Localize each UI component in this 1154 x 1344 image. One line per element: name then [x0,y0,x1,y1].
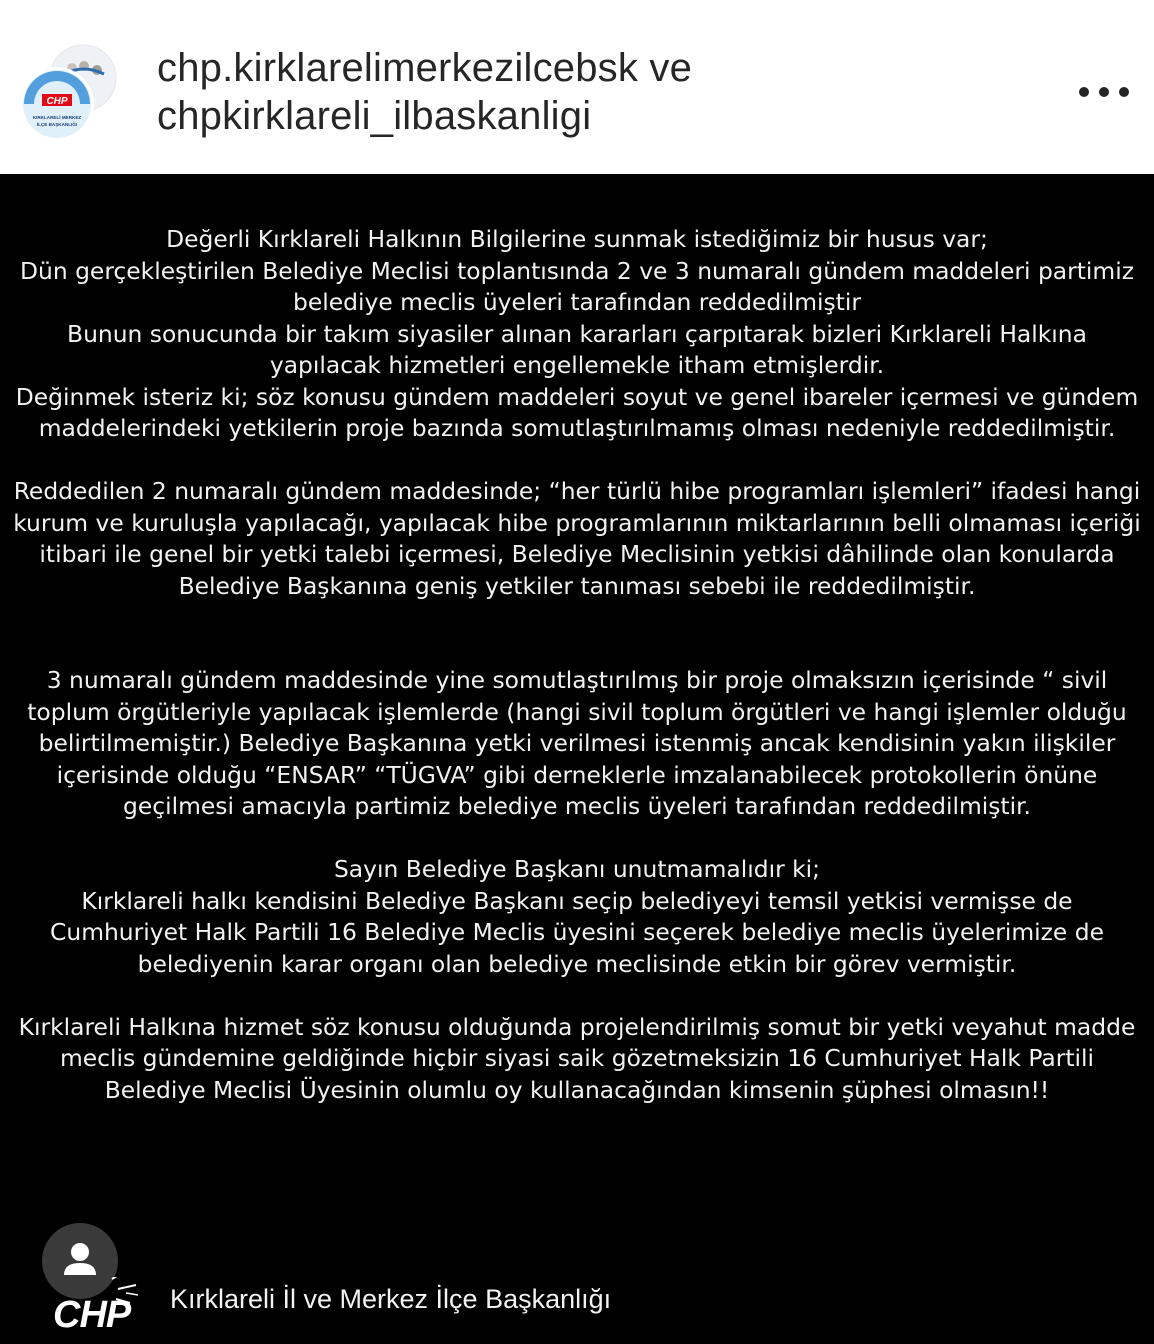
statement-line: 3 numaralı gündem maddesinde yine somutlaştırılmış bir proje olmaksızın içerisinde “ sivil [46,666,1108,694]
statement-line: maddelerindeki yetkilerin proje bazında somutlaştırılmamış olması nedeniyle reddedilmiştir. [38,414,1116,442]
more-options-button[interactable] [1072,70,1136,114]
statement-line: Sayın Belediye Başkanı unutmamalıdır ki; [333,855,821,883]
statement-line: Reddedilen 2 numaralı gündem maddesinde; “her türlü hibe programları işlemleri” ifadesi hangi [13,477,1141,505]
post-authors [157,44,1017,140]
svg-text:CHP: CHP [46,96,68,107]
statement-line: Değerli Kırklareli Halkının Bilgilerine sunmak istediğimiz bir husus var; [166,225,988,253]
statement-line: toplum örgütleriyle yapılacak işlemlerde (hangi sivil toplum örgütleri ve hangi işlemler olduğu [27,697,1127,726]
statement-line: Dün gerçekleştirilen Belediye Meclisi toplantısında 2 ve 3 numaralı gündem maddeleri partimiz [19,256,1134,285]
post-header [0,0,1154,174]
statement-line: Değinmek isteriz ki; söz konusu gündem maddeleri soyut ve genel ibareler içermesi ve gündem [15,382,1139,411]
chp-logo [50,1277,150,1337]
statement-line: itibari ile genel bir yetki talebi içermesi, Belediye Meclisinin yetkisi dâhilinde olan konularda [39,540,1115,568]
post-image [0,174,1154,1344]
statement-line: belediye meclis üyeleri tarafından reddedilmiştir [293,288,861,316]
statement-line: belediyenin karar organı olan belediye meclisinde etkin bir görev vermiştir. [137,949,1017,978]
svg-text:İLÇE BAŞKANLIĞI: İLÇE BAŞKANLIĞI [36,122,78,127]
paragraph-gap [0,980,1154,1012]
author-conjunction: ve [638,46,693,90]
statement-line: meclis gündemine geldiğinde hiçbir siyasi saik gözetmeksizin 16 Cumhuriyet Halk Partili [59,1044,1095,1072]
statement-line: kurum ve kuruluşla yapılacağı, yapılacak hibe programlarının miktarlarının belli olmaması içeriği [13,508,1141,537]
post-statement-text [0,224,1154,1106]
statement-line: içerisinde olduğu “ENSAR” “TÜGVA” gibi derneklerle imzalanabilecek protokollerin önüne [56,760,1098,789]
chp-kirklareli-logo-icon [20,44,118,142]
statement-line: Kırklareli halkı kendisini Belediye Başkanı seçip belediyeyi temsil yetkisi vermişse de [81,886,1073,915]
more-horizontal-icon [1072,70,1136,114]
author-username-2[interactable]: chpkirklareli_ilbaskanligi [157,94,592,138]
organization-name: Kırklareli İl ve Merkez İlçe Başkanlığı [170,1284,612,1314]
statement-line: geçilmesi amacıyla partimiz belediye meclis üyeleri tarafından reddedilmiştir. [123,792,1031,820]
statement-line: yapılacak hizmetleri engellemekle itham etmişlerdir. [269,351,885,379]
statement-line: Kırklareli Halkına hizmet söz konusu olduğunda projelendirilmiş somut bir yetki veyahut madde [18,1012,1136,1041]
statement-line: Belediye Meclisi Üyesinin olumlu oy kullanacağından kimsenin şüphesi olmasın!! [104,1075,1050,1104]
paragraph-gap [0,634,1154,666]
paragraph-gap [0,602,1154,634]
author-username-1[interactable]: chp.kirklarelimerkezilcebsk [157,46,639,90]
paragraph-gap [0,823,1154,855]
statement-line: Cumhuriyet Halk Partili 16 Belediye Meclis üyesini seçerek belediye meclis üyelerimize de [50,918,1104,946]
chp-logo-text: CHP [53,1294,131,1336]
statement-line: belirtilmemiştir.) Belediye Başkanına yetki verilmesi istenmiş ancak kendisinin yakın ilişkiler [38,729,1116,757]
statement-line: Belediye Başkanına geniş yetkiler tanıması sebebi ile reddedilmiştir. [178,571,976,600]
paragraph-gap [0,445,1154,477]
svg-text:KIRKLARELİ MERKEZ: KIRKLARELİ MERKEZ [32,115,82,120]
profile-avatar[interactable] [20,44,118,142]
statement-line: Bunun sonucunda bir takım siyasiler alınan kararları çarpıtarak bizleri Kırklareli Halkına [67,319,1087,348]
